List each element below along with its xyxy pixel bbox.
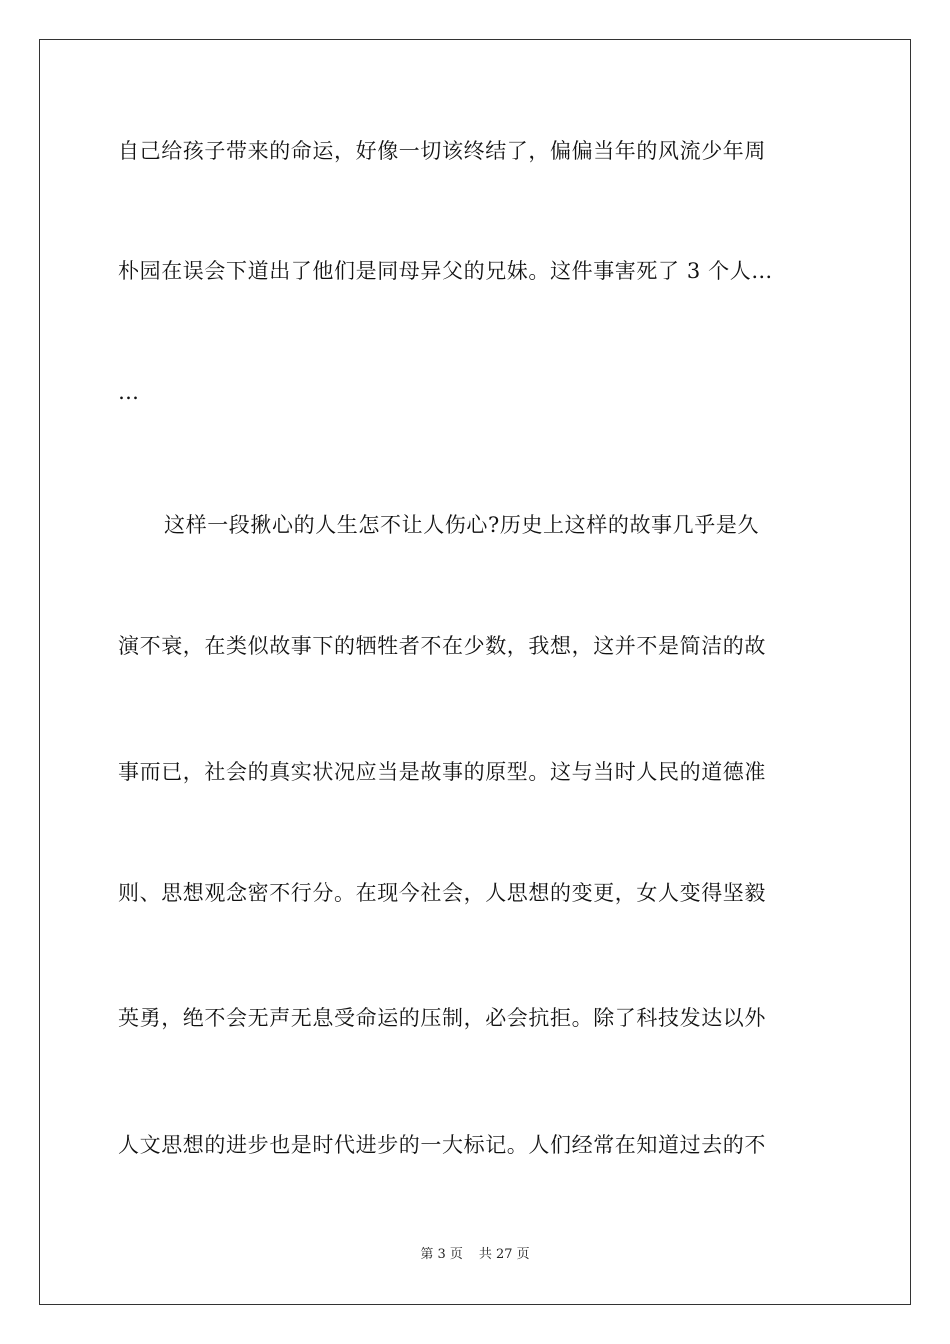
text-line-7: 则、思想观念密不行分。在现今社会，人思想的变更，女人变得坚毅 <box>118 881 766 905</box>
page-number: 第 3 页 <box>420 1247 463 1262</box>
text-line-3: … <box>118 380 140 404</box>
text-line-2: 朴园在误会下道出了他们是同母异父的兄妹。这件事害死了 3 个人… <box>118 259 773 283</box>
text-line-8: 英勇，绝不会无声无息受命运的压制，必会抗拒。除了科技发达以外 <box>118 1006 766 1030</box>
text-line-6: 事而已，社会的真实状况应当是故事的原型。这与当时人民的道德准 <box>118 760 766 784</box>
paragraph-start-line: 这样一段揪心的人生怎不让人伤心?历史上这样的故事几乎是久 <box>164 513 760 537</box>
page-border <box>39 39 911 1305</box>
text-line-5: 演不衰，在类似故事下的牺牲者不在少数，我想，这并不是简洁的故 <box>118 634 766 658</box>
page-footer <box>0 1246 950 1264</box>
total-pages: 共 27 页 <box>478 1247 530 1262</box>
text-line-9: 人文思想的进步也是时代进步的一大标记。人们经常在知道过去的不 <box>118 1133 766 1157</box>
text-line-1: 自己给孩子带来的命运，好像一切该终结了，偏偏当年的风流少年周 <box>118 139 766 163</box>
